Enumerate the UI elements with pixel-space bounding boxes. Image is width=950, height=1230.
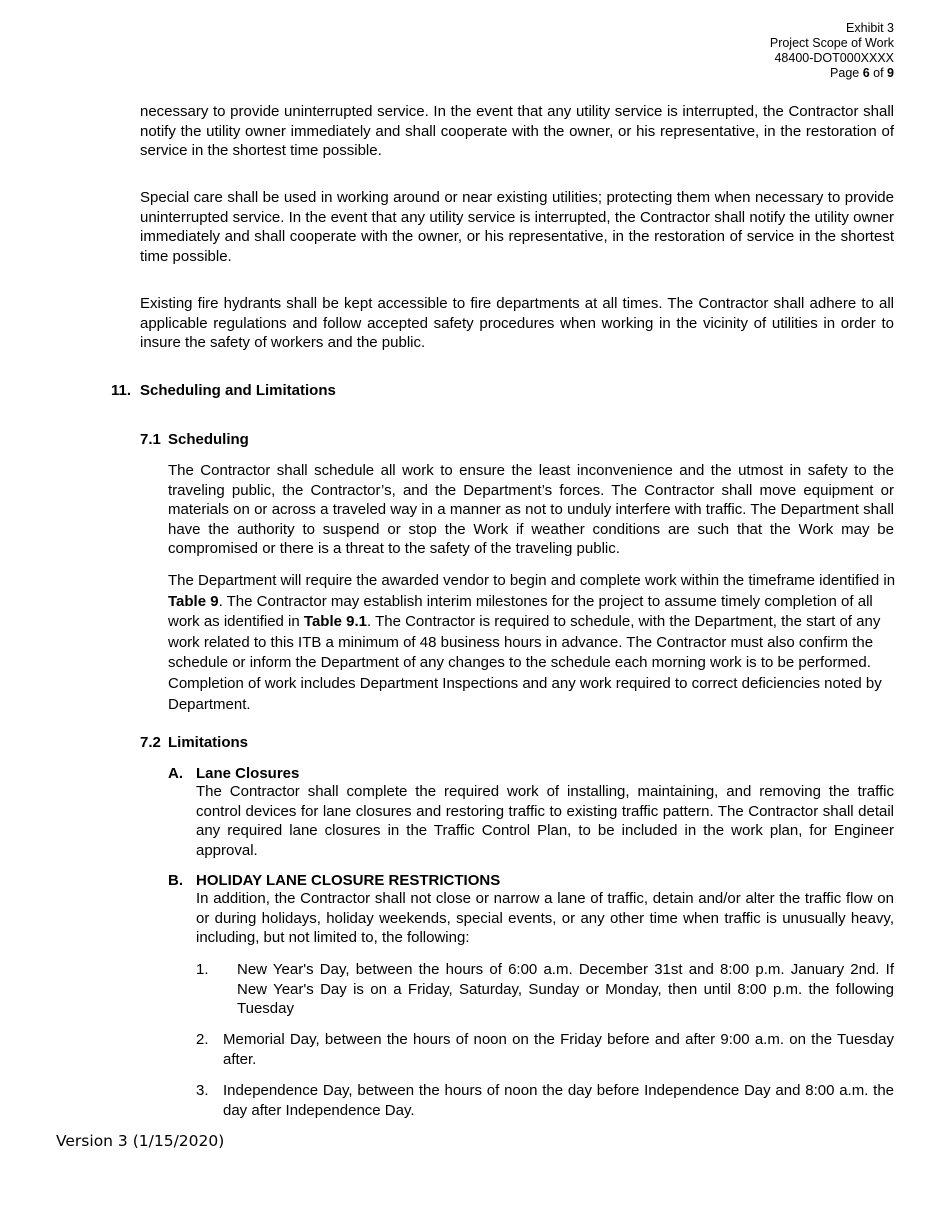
utility-care-paragraph: Special care shall be used in working around or near existing utilities; protecting them when necessary to provide uninterrupted service. In the event that any utility service is interrupted, the Contractor shall notify the utility owner immediately and shall cooperate with the owner, or his representative, in the restoration of service in the shortest time possible. <box>140 189 894 265</box>
page-number: Page 6 of 9 <box>830 66 894 80</box>
section-11-title: Scheduling and Limitations <box>140 382 336 399</box>
list-item-1-text: New Year's Day, between the hours of 6:00 a.m. December 31st and 8:00 p.m. January 2nd. If New Year's Day is on a Friday, Saturday, Sunday or Monday, then until 8:00 p.m. the following Tuesday <box>237 961 894 1017</box>
section-7-2-title: Limitations <box>168 734 249 751</box>
version-footer: Version 3 (1/15/2020) <box>56 1132 225 1150</box>
document-title: Project Scope of Work <box>769 36 894 50</box>
holiday-restrictions-title: HOLIDAY LANE CLOSURE RESTRICTIONS <box>196 872 501 889</box>
scheduling-paragraph-1: The Contractor shall schedule all work to ensure the least inconvenience and the utmost in safety to the traveling public, the Contractor’s, and the Department’s forces. The Contractor shall move equipment or materials on or across a traveled way in a manner as not to unduly interfere with traffic. The Department shall have the authority to suspend or stop the Work if weather conditions are such that the Work may be compromised or there is a threat to the safety of the traveling public. <box>168 462 894 557</box>
list-item-2-text: Memorial Day, between the hours of noon on the Friday before and after 9:00 a.m. on the Tuesday after. <box>223 1031 894 1068</box>
utility-paragraph-continued: necessary to provide uninterrupted service. In the event that any utility service is interrupted, the Contractor shall notify the utility owner immediately and shall cooperate with the owner, or his representative, in the restoration of service in the shortest time possible. <box>140 103 894 159</box>
section-11-number: 11. <box>111 382 132 399</box>
holiday-restrictions-text: In addition, the Contractor shall not close or narrow a lane of traffic, detain and/or alter the traffic flow on or during holidays, holiday weekends, special events, or any other time when traffic is unusually heavy, including, but not limited to, the following: <box>196 890 894 946</box>
exhibit-label: Exhibit 3 <box>846 21 894 35</box>
scheduling-paragraph-2: The Department will require the awarded vendor to begin and complete work within the timeframe identified in Table 9. The Contractor may establish interim milestones for the project to assume timely completion of all work as identified in Table 9.1. The Contractor is required to schedule, with the Department, the start of any work related to this ITB a minimum of 48 business hours in advance. The Contractor must also confirm the schedule or inform the Department of any changes to the schedule each morning work is to be performed. Completion of work includes Department Inspections and any work required to correct deficiencies noted by Department. <box>168 572 896 713</box>
lane-closures-text: The Contractor shall complete the required work of installing, maintaining, and removing the traffic control devices for lane closures and restoring traffic to existing traffic pattern. The Contractor shall detail any required lane closures in the Traffic Control Plan, to be included in the work plan, for Engineer approval. <box>196 783 894 859</box>
page-header <box>770 21 894 81</box>
fire-hydrant-paragraph: Existing fire hydrants shall be kept accessible to fire departments at all times. The Contractor shall adhere to all applicable regulations and follow accepted safety procedures when working in the vicinity of utilities in order to insure the safety of workers and the public. <box>140 295 894 351</box>
section-7-2-number: 7.2 <box>140 734 161 751</box>
document-number: 48400-DOT000XXXX <box>774 51 894 65</box>
list-item-3-text: Independence Day, between the hours of noon the day before Independence Day and 8:00 a.m. the day after Independence Day. <box>223 1082 894 1119</box>
section-7-1-title: Scheduling <box>168 431 249 448</box>
lane-closures-title: Lane Closures <box>196 765 300 782</box>
list-item-2-number: 2. <box>196 1031 209 1048</box>
section-7-1-number: 7.1 <box>140 431 161 448</box>
item-a-letter: A. <box>168 765 183 782</box>
table-9-ref: Table 9 <box>168 592 219 610</box>
table-9-1-ref: Table 9.1 <box>303 613 367 631</box>
list-item-1-number: 1. <box>196 961 209 978</box>
item-b-letter: B. <box>168 872 183 889</box>
list-item-3-number: 3. <box>196 1082 209 1099</box>
